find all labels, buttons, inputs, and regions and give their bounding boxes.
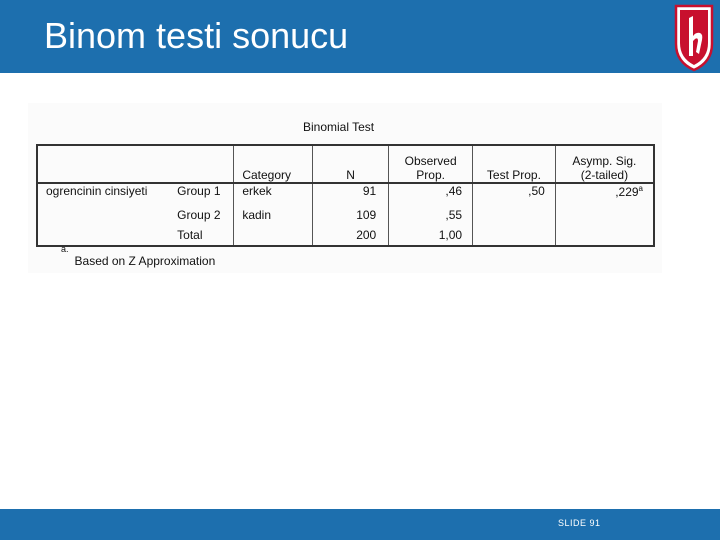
asymp-sig-value: ,229 (615, 185, 639, 199)
slide-title: Binom testi sonucu (44, 15, 349, 56)
footer-bar (0, 509, 720, 540)
variable-cell: ogrencinin cinsiyeti (46, 184, 148, 198)
table-header-row (37, 145, 654, 183)
footnote-marker: a (638, 184, 643, 193)
category-cell (234, 225, 313, 246)
n-cell: 200 (313, 225, 389, 246)
n-cell: 91 (313, 183, 389, 205)
variable-cell (37, 205, 177, 225)
category-cell: erkek (234, 183, 313, 205)
test-prop-cell (473, 225, 556, 246)
variable-cell (37, 225, 177, 246)
header-n: N (313, 145, 389, 183)
header-category: Category (234, 145, 313, 183)
group-cell: Group 2 (177, 208, 221, 222)
slide-number: SLIDE 91 (558, 518, 601, 528)
header-asymp-sig (555, 145, 654, 183)
observed-prop-cell: ,55 (389, 205, 473, 225)
n-cell: 109 (313, 205, 389, 225)
asymp-sig-cell (555, 205, 654, 225)
asymp-sig-cell (555, 225, 654, 246)
observed-prop-cell: 1,00 (389, 225, 473, 246)
table-row (37, 225, 654, 246)
group-cell: Total (177, 228, 203, 242)
footnote-text: Based on Z Approximation (74, 254, 216, 268)
header-asymp-line1: Asymp. Sig. (572, 154, 637, 168)
footnote-mark: a. (61, 244, 69, 254)
header-asymp-line2: (2-tailed) (580, 168, 629, 182)
table-row (37, 205, 654, 225)
binomial-test-table (36, 144, 655, 247)
header-blank-variable (37, 145, 177, 183)
test-prop-cell (473, 205, 556, 225)
header-observed-line2: Prop. (416, 168, 445, 182)
university-logo-icon (668, 0, 720, 73)
header-blank-group (177, 145, 234, 183)
header-test-prop: Test Prop. (473, 145, 556, 183)
header-observed-line1: Observed (404, 154, 457, 168)
group-cell: Group 1 (177, 184, 221, 198)
table-row (37, 183, 654, 205)
table-footnote (61, 244, 216, 268)
asymp-sig-cell (555, 183, 654, 205)
test-prop-cell: ,50 (473, 183, 556, 205)
title-bar (0, 0, 720, 73)
table-title: Binomial Test (303, 120, 375, 134)
category-cell: kadin (234, 205, 313, 225)
header-observed-prop (389, 145, 473, 183)
observed-prop-cell: ,46 (389, 183, 473, 205)
